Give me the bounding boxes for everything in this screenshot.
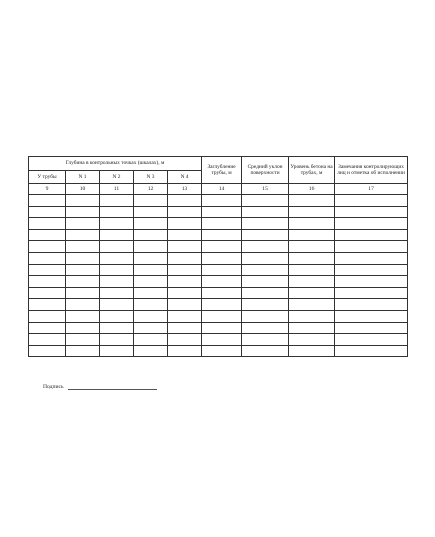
- table-cell[interactable]: [289, 252, 335, 264]
- table-cell[interactable]: [242, 218, 289, 230]
- header-remarks: Замечания контролирующих лиц и отметка об исполнении: [335, 157, 408, 184]
- table-cell[interactable]: [289, 287, 335, 299]
- table-cell[interactable]: [100, 264, 134, 276]
- table-cell[interactable]: [168, 334, 202, 346]
- table-cell[interactable]: [66, 334, 100, 346]
- table-row: [29, 334, 408, 346]
- table-cell[interactable]: [66, 322, 100, 334]
- table-cell[interactable]: [29, 195, 66, 207]
- table-cell[interactable]: [29, 218, 66, 230]
- table-cell[interactable]: [168, 310, 202, 322]
- table-cell[interactable]: [134, 195, 168, 207]
- table-row: [29, 195, 408, 207]
- table-cell[interactable]: [289, 299, 335, 311]
- table-cell[interactable]: [100, 322, 134, 334]
- table-row: [29, 287, 408, 299]
- table-cell[interactable]: [66, 287, 100, 299]
- table-cell[interactable]: [168, 206, 202, 218]
- table-cell[interactable]: [168, 264, 202, 276]
- table-cell[interactable]: [289, 334, 335, 346]
- table-cell[interactable]: [134, 241, 168, 253]
- table-cell[interactable]: [335, 206, 408, 218]
- table-row: [29, 299, 408, 311]
- table-cell[interactable]: [202, 252, 242, 264]
- table-cell[interactable]: [29, 322, 66, 334]
- table-cell[interactable]: [66, 218, 100, 230]
- table-cell[interactable]: [242, 299, 289, 311]
- signature-block: [43, 383, 157, 390]
- table-cell[interactable]: [66, 310, 100, 322]
- table-cell[interactable]: [100, 299, 134, 311]
- table-row: [29, 345, 408, 357]
- table-cell[interactable]: [100, 252, 134, 264]
- table-cell[interactable]: [242, 264, 289, 276]
- table-cell[interactable]: [335, 322, 408, 334]
- header-pipe-depth: Заглубление трубы, м: [202, 157, 242, 184]
- table-row: [29, 229, 408, 241]
- header-n1: N 1: [66, 171, 100, 184]
- signature-label: Подпись: [43, 384, 64, 390]
- table-cell[interactable]: [66, 264, 100, 276]
- table-cell[interactable]: [335, 195, 408, 207]
- column-number: 15: [242, 184, 289, 195]
- table-cell[interactable]: [134, 218, 168, 230]
- table-cell[interactable]: [100, 345, 134, 357]
- table-cell[interactable]: [242, 241, 289, 253]
- table-cell[interactable]: [29, 299, 66, 311]
- table-cell[interactable]: [100, 206, 134, 218]
- table-cell[interactable]: [202, 206, 242, 218]
- table-cell[interactable]: [134, 264, 168, 276]
- table-cell[interactable]: [66, 241, 100, 253]
- table-cell[interactable]: [134, 252, 168, 264]
- table-cell[interactable]: [242, 206, 289, 218]
- table-row: [29, 322, 408, 334]
- table-row: [29, 241, 408, 253]
- table-cell[interactable]: [289, 276, 335, 288]
- table-cell[interactable]: [242, 252, 289, 264]
- table-cell[interactable]: [66, 229, 100, 241]
- table-cell[interactable]: [100, 218, 134, 230]
- table-cell[interactable]: [66, 206, 100, 218]
- table-cell[interactable]: [29, 264, 66, 276]
- table-cell[interactable]: [134, 287, 168, 299]
- table-cell[interactable]: [134, 334, 168, 346]
- table-cell[interactable]: [66, 252, 100, 264]
- table-cell[interactable]: [242, 334, 289, 346]
- table-cell[interactable]: [168, 322, 202, 334]
- table-cell[interactable]: [29, 252, 66, 264]
- table-cell[interactable]: [335, 241, 408, 253]
- table-cell[interactable]: [168, 345, 202, 357]
- column-number: 16: [289, 184, 335, 195]
- header-row-1: [29, 157, 408, 171]
- table-cell[interactable]: [242, 276, 289, 288]
- table-cell[interactable]: [168, 276, 202, 288]
- table-cell[interactable]: [29, 229, 66, 241]
- table-cell[interactable]: [66, 345, 100, 357]
- table-cell[interactable]: [202, 287, 242, 299]
- table-cell[interactable]: [168, 287, 202, 299]
- table-cell[interactable]: [335, 276, 408, 288]
- table-cell[interactable]: [335, 218, 408, 230]
- table-cell[interactable]: [202, 241, 242, 253]
- table-cell[interactable]: [134, 299, 168, 311]
- table-cell[interactable]: [242, 345, 289, 357]
- table-cell[interactable]: [335, 310, 408, 322]
- table-cell[interactable]: [242, 322, 289, 334]
- table-cell[interactable]: [202, 218, 242, 230]
- column-number: 11: [100, 184, 134, 195]
- column-number: 10: [66, 184, 100, 195]
- table-cell[interactable]: [335, 229, 408, 241]
- column-number: 9: [29, 184, 66, 195]
- table-cell[interactable]: [335, 345, 408, 357]
- table-cell[interactable]: [335, 334, 408, 346]
- table-cell[interactable]: [134, 276, 168, 288]
- table-cell[interactable]: [168, 195, 202, 207]
- header-n2: N 2: [100, 171, 134, 184]
- table-cell[interactable]: [29, 276, 66, 288]
- table-cell[interactable]: [289, 264, 335, 276]
- table-cell[interactable]: [242, 229, 289, 241]
- table-cell[interactable]: [66, 299, 100, 311]
- table-cell[interactable]: [29, 310, 66, 322]
- table-cell[interactable]: [242, 287, 289, 299]
- table-cell[interactable]: [100, 195, 134, 207]
- table-cell[interactable]: [134, 206, 168, 218]
- table-cell[interactable]: [289, 322, 335, 334]
- table-cell[interactable]: [29, 345, 66, 357]
- table-cell[interactable]: [335, 299, 408, 311]
- table-cell[interactable]: [202, 229, 242, 241]
- table-cell[interactable]: [202, 334, 242, 346]
- table-row: [29, 264, 408, 276]
- table-cell[interactable]: [168, 299, 202, 311]
- table-cell[interactable]: [202, 264, 242, 276]
- table-cell[interactable]: [66, 276, 100, 288]
- inspection-table: [28, 156, 408, 357]
- table-row: [29, 310, 408, 322]
- table-cell[interactable]: [202, 195, 242, 207]
- table-cell[interactable]: [242, 310, 289, 322]
- header-n3: N 3: [134, 171, 168, 184]
- table-cell[interactable]: [100, 334, 134, 346]
- column-number: 14: [202, 184, 242, 195]
- table-cell[interactable]: [289, 195, 335, 207]
- table-cell[interactable]: [168, 229, 202, 241]
- table-cell[interactable]: [29, 241, 66, 253]
- table-cell[interactable]: [289, 345, 335, 357]
- table-cell[interactable]: [335, 264, 408, 276]
- header-n4: N 4: [168, 171, 202, 184]
- table-cell[interactable]: [134, 310, 168, 322]
- table-cell[interactable]: [202, 310, 242, 322]
- table-cell[interactable]: [168, 241, 202, 253]
- header-concrete-level: Уровень бетона на трубах, м: [289, 157, 335, 184]
- table-cell[interactable]: [100, 287, 134, 299]
- table-cell[interactable]: [100, 241, 134, 253]
- column-number-row: [29, 184, 408, 195]
- table-cell[interactable]: [202, 299, 242, 311]
- table-row: [29, 276, 408, 288]
- table-cell[interactable]: [134, 345, 168, 357]
- table-cell[interactable]: [29, 334, 66, 346]
- table-cell[interactable]: [134, 229, 168, 241]
- table-cell[interactable]: [335, 252, 408, 264]
- table-row: [29, 206, 408, 218]
- table-cell[interactable]: [100, 229, 134, 241]
- table-cell[interactable]: [335, 287, 408, 299]
- table-cell[interactable]: [289, 206, 335, 218]
- column-number: 17: [335, 184, 408, 195]
- table-row: [29, 252, 408, 264]
- table-cell[interactable]: [289, 241, 335, 253]
- table-cell[interactable]: [202, 345, 242, 357]
- table-cell[interactable]: [168, 252, 202, 264]
- table-cell[interactable]: [289, 229, 335, 241]
- column-number: 13: [168, 184, 202, 195]
- header-surface-slope: Средний уклон поверхности: [242, 157, 289, 184]
- table-cell[interactable]: [168, 218, 202, 230]
- table-cell[interactable]: [100, 276, 134, 288]
- table-cell[interactable]: [289, 218, 335, 230]
- table-cell[interactable]: [289, 310, 335, 322]
- table-cell[interactable]: [134, 322, 168, 334]
- table-cell[interactable]: [242, 195, 289, 207]
- table-cell[interactable]: [29, 287, 66, 299]
- table-row: [29, 218, 408, 230]
- table-cell[interactable]: [100, 310, 134, 322]
- table-cell[interactable]: [66, 195, 100, 207]
- table-cell[interactable]: [202, 322, 242, 334]
- table-cell[interactable]: [29, 206, 66, 218]
- table-cell[interactable]: [202, 276, 242, 288]
- signature-line[interactable]: [68, 383, 157, 390]
- group-header: Глубина в контрольных точках (шкалах), м: [29, 157, 202, 171]
- column-number: 12: [134, 184, 168, 195]
- header-at-pipe: У трубы: [29, 171, 66, 184]
- table-body: [29, 195, 408, 357]
